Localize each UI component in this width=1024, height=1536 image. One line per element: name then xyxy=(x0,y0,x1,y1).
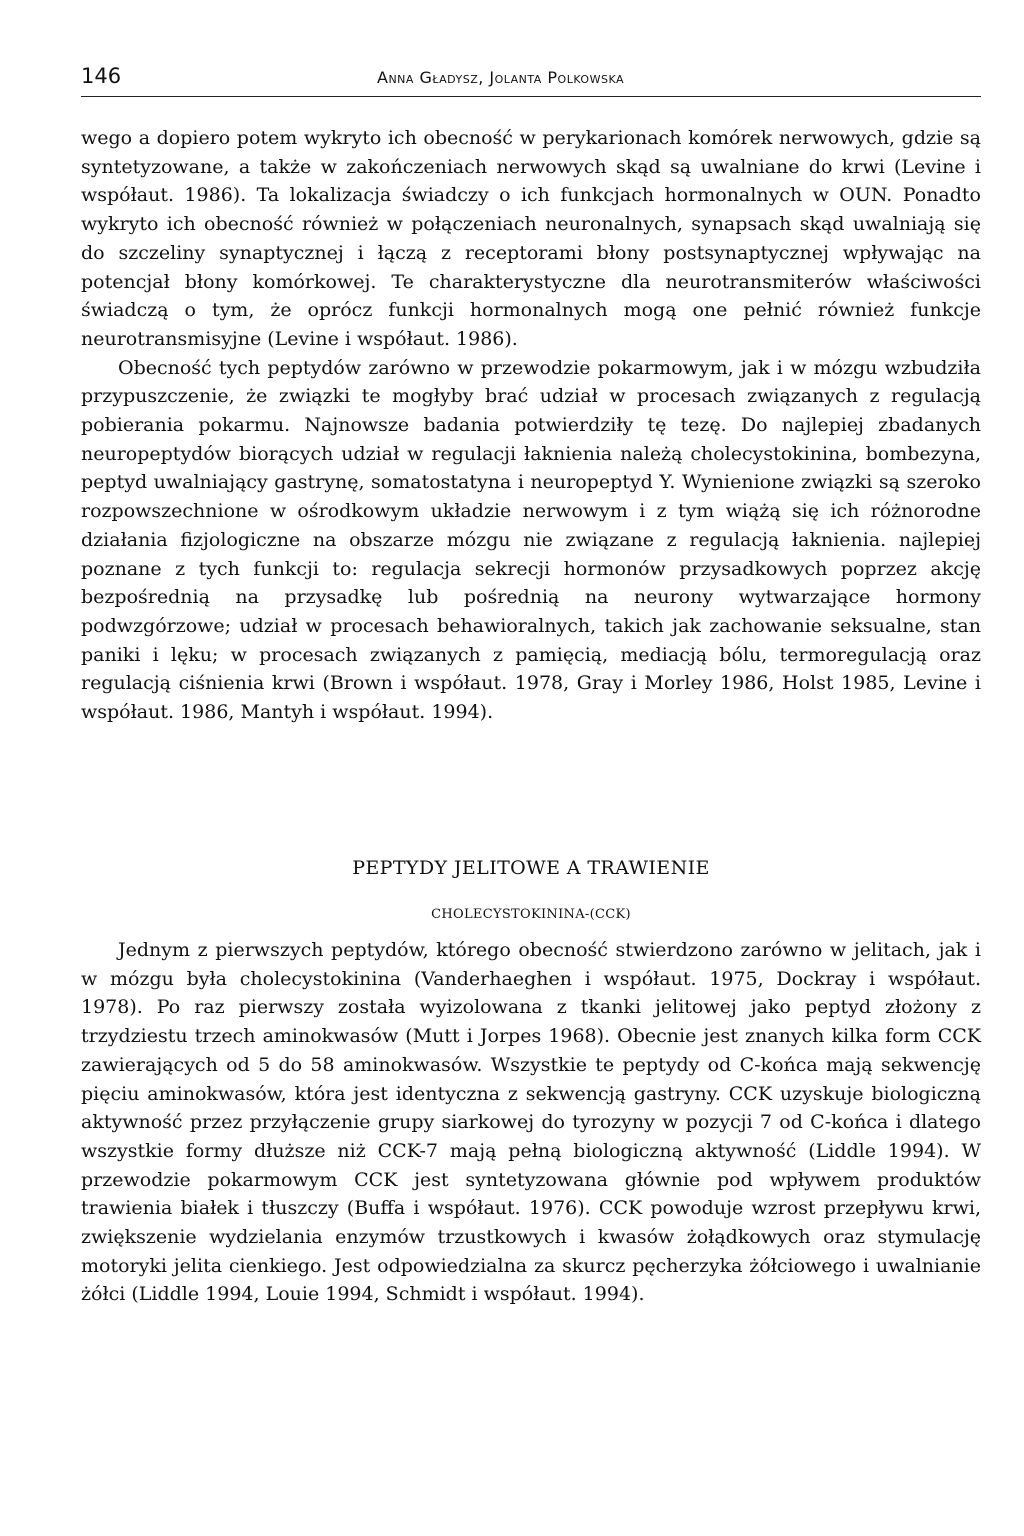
page-number: 146 xyxy=(81,64,122,88)
paragraph: Jednym z pierwszych peptydów, którego obecność stwierdzono zarówno w jelitach, jak i w mózgu była cholecystokinina (Vanderhaeghen i współaut. 1975, Dockray i współaut. 1978). Po raz pierwszy została wyizolowana z tkanki jelitowej jako peptyd złożony z trzydziestu trzech aminokwasów (Mutt i Jorpes 1968). Obecnie jest znanych kilka form CCK zawierających od 5 do 58 aminokwasów. Wszystkie te peptydy od C-końca mają sekwencję pięciu aminokwasów, która jest identyczna z sekwencją gastryny. CCK uzyskuje biologiczną aktywność przez przyłączenie grupy siarkowej do tyrozyny w pozycji 7 od C-końca i dlatego wszystkie formy dłuższe niż CCK-7 mają pełną biologiczną aktywność (Liddle 1994). W przewodzie pokarmowym CCK jest syntetyzowana głównie pod wpływem produktów trawienia białek i tłuszczy (Buffa i współaut. 1976). CCK powoduje wzrost przepływu krwi, zwiększenie wydzielania enzymów trzustkowych i kwasów żołądkowych oraz stymulację motoryki jelita cienkiego. Jest odpowiedzialna za skurcz pęcherzyka żółciowego i uwalnianie żółci (Liddle 1994, Louie 1994, Schmidt i współaut. 1994). xyxy=(81,939,981,1306)
header-authors: Anna Gładysz, Jolanta Polkowska xyxy=(377,68,624,87)
body-text xyxy=(81,124,981,727)
running-head xyxy=(81,64,981,97)
subsection-heading: CHOLECYSTOKININA-(CCK) xyxy=(431,907,631,922)
paragraph-continuation: wego a dopiero potem wykryto ich obecność w perykarionach komórek nerwowych, gdzie są syntetyzowane, a także w zakończeniach nerwowych skąd są uwalniane do krwi (Levine i współaut. 1986). Ta lokalizacja świadczy o ich funkcjach hormonalnych w OUN. Ponadto wykryto ich obecność również w połączeniach neuronalnych, synapsach skąd uwalniają się do szczeliny synaptycznej i łączą z receptorami błony postsynaptycznej wpływając na potencjał błony komórkowej. Te charakterystyczne dla neurotransmiterów właściwości świadczą o tym, że oprócz funkcji hormonalnych mogą one pełnić również funkcje neurotransmisyjne (Levine i współaut. 1986). xyxy=(81,127,981,350)
section-heading: PEPTYDY JELITOWE A TRAWIENIE xyxy=(352,857,710,879)
paragraph: Obecność tych peptydów zarówno w przewodzie pokarmowym, jak i w mózgu wzbudziła przypuszczenie, że związki te mogłyby brać udział w procesach związanych z regulacją pobierania pokarmu. Najnowsze badania potwierdziły tę tezę. Do najlepiej zbadanych neuropeptydów biorących udział w regulacji łaknienia należą cholecystokinina, bombezyna, peptyd uwalniający gastrynę, somatostatyna i neuropeptyd Y. Wynienione związki są szeroko rozpowszechnione w ośrodkowym układzie nerwowym i z tym wiążą się ich różnorodne działania fizjologiczne na obszarze mózgu nie związane z regulacją łaknienia. najlepiej poznane z tych funkcji to: regulacja sekrecji hormonów przysadkowych poprzez akcję bezpośrednią na przysadkę lub pośrednią na neurony wytwarzające hormony podwzgórzowe; udział w procesach behawioralnych, takich jak zachowanie seksualne, stan paniki i lęku; w procesach związanych z pamięcią, mediacją bólu, termoregulacją oraz regulacją ciśnienia krwi (Brown i współaut. 1978, Gray i Morley 1986, Holst 1985, Levine i współaut. 1986, Mantyh i współaut. 1994). xyxy=(81,356,981,724)
section-body-text xyxy=(81,936,981,1309)
